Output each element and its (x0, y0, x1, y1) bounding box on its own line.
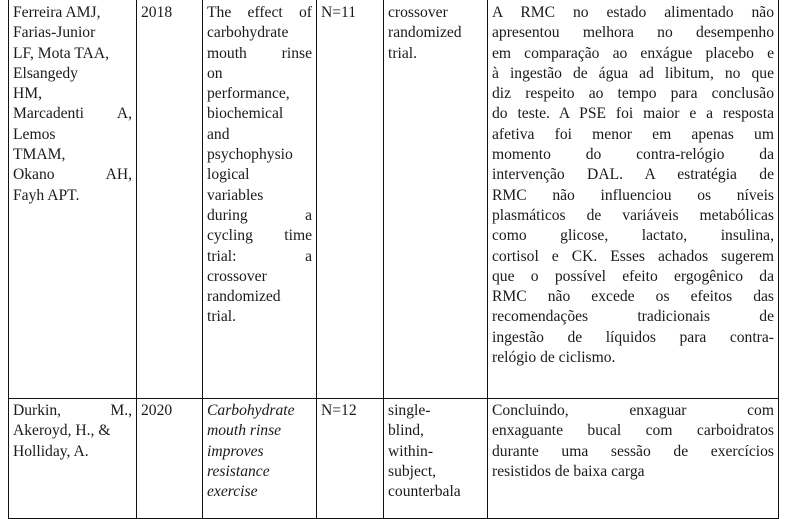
year-cell (137, 0, 203, 399)
sample-cell (317, 399, 384, 519)
authors-line: Marcadenti A, (13, 105, 132, 123)
result-cell (488, 0, 779, 399)
design-cell (384, 0, 488, 399)
authors-line: Okano AH, (13, 166, 132, 184)
title-line: on (207, 64, 223, 82)
authors-line: Durkin, M., (13, 402, 132, 419)
authors-line: LF, Mota TAA, (13, 44, 109, 62)
title-line: crossover (207, 267, 267, 285)
title-line: performance, (207, 85, 290, 103)
result-line: plasmáticos de variáveis metabólicas (492, 206, 774, 224)
title-line: The effect of (207, 4, 312, 21)
title-cell (203, 399, 317, 519)
result-line: afetiva foi menor em apenas um (492, 125, 774, 143)
title-line: psychophysio (207, 146, 293, 164)
title-line: variables (207, 186, 264, 204)
result-cell (488, 399, 779, 519)
result-line: resistidos de baixa carga (492, 462, 645, 480)
result-line: que o possível efeito ergogênico da (492, 267, 774, 285)
title-line: mouth rinse (207, 44, 312, 62)
title-line: randomized (207, 288, 281, 306)
design-line: single- (388, 402, 431, 419)
table-row (9, 0, 779, 399)
result-line: intervenção DAL. A estratégia de (492, 166, 774, 184)
authors-line: Farias-Junior (13, 24, 96, 42)
authors-cell (9, 0, 137, 399)
title-line: exercise (207, 483, 258, 501)
design-line: crossover (388, 4, 448, 21)
year-value: 2020 (141, 402, 173, 419)
result-line: à ingestão de água ad libitum, no que (492, 64, 774, 82)
year-value: 2018 (141, 4, 173, 21)
authors-line: Elsangedy (13, 64, 78, 82)
title-line: cycling time (207, 227, 312, 245)
result-line: RMC não excede os efeitos das (492, 288, 774, 306)
result-line: diz respeito ao tempo para conclusão (492, 85, 774, 103)
result-line: em comparação ao enxágue placebo e (492, 44, 774, 62)
year-cell (137, 399, 203, 519)
design-line: randomized (388, 24, 462, 42)
design-line: trial. (388, 44, 418, 62)
authors-line: Holliday, A. (13, 442, 89, 460)
result-line: relógio de ciclismo. (492, 349, 616, 367)
result-line: A RMC no estado alimentado não (492, 4, 774, 21)
title-cell (203, 0, 317, 399)
authors-line: Lemos (13, 125, 56, 143)
authors-line: HM, (13, 85, 43, 103)
authors-cell (9, 399, 137, 519)
sample-value: N=12 (321, 402, 357, 419)
result-line: enxaguante bucal com carboidratos (492, 422, 774, 440)
result-line: ingestão de líquidos para contra- (492, 328, 774, 346)
sample-value: N=11 (321, 4, 357, 21)
table-row (9, 399, 779, 519)
title-line: logical (207, 166, 250, 184)
authors-line: Akeroyd, H., & (13, 422, 111, 440)
result-line: como glicose, lactato, insulina, (492, 227, 774, 245)
result-line: RMC não influenciou os níveis (492, 186, 774, 204)
design-line: subject, (388, 462, 437, 480)
authors-line: Fayh APT. (13, 186, 80, 204)
title-line: biochemical (207, 105, 284, 123)
result-line: Concluindo, enxaguar com (492, 402, 774, 419)
title-line: carbohydrate (207, 24, 289, 42)
design-line: counterbala (388, 483, 461, 501)
title-line: Carbohydrate (207, 402, 295, 419)
title-line: trial. (207, 308, 237, 326)
title-line: during a (207, 206, 312, 224)
result-line: durante uma sessão de exercícios (492, 442, 774, 460)
title-line: and (207, 125, 230, 143)
design-cell (384, 399, 488, 519)
result-line: recomendações tradicionais de (492, 308, 774, 326)
title-line: mouth rinse (207, 422, 282, 440)
title-line: improves (207, 442, 264, 460)
result-line: apresentou melhora no desempenho (492, 24, 774, 42)
title-line: resistance (207, 462, 270, 480)
sample-cell (317, 0, 384, 399)
authors-line: TMAM, (13, 146, 66, 164)
title-line: trial: a (207, 247, 312, 265)
result-line: momento do contra-relógio da (492, 146, 774, 164)
result-line: cortisol e CK. Esses achados sugerem (492, 247, 774, 265)
design-line: within- (388, 442, 434, 460)
literature-table (8, 0, 779, 519)
result-line: do teste. A PSE foi maior e a resposta (492, 105, 774, 123)
design-line: blind, (388, 422, 424, 440)
authors-line: Ferreira AMJ, (13, 4, 101, 21)
